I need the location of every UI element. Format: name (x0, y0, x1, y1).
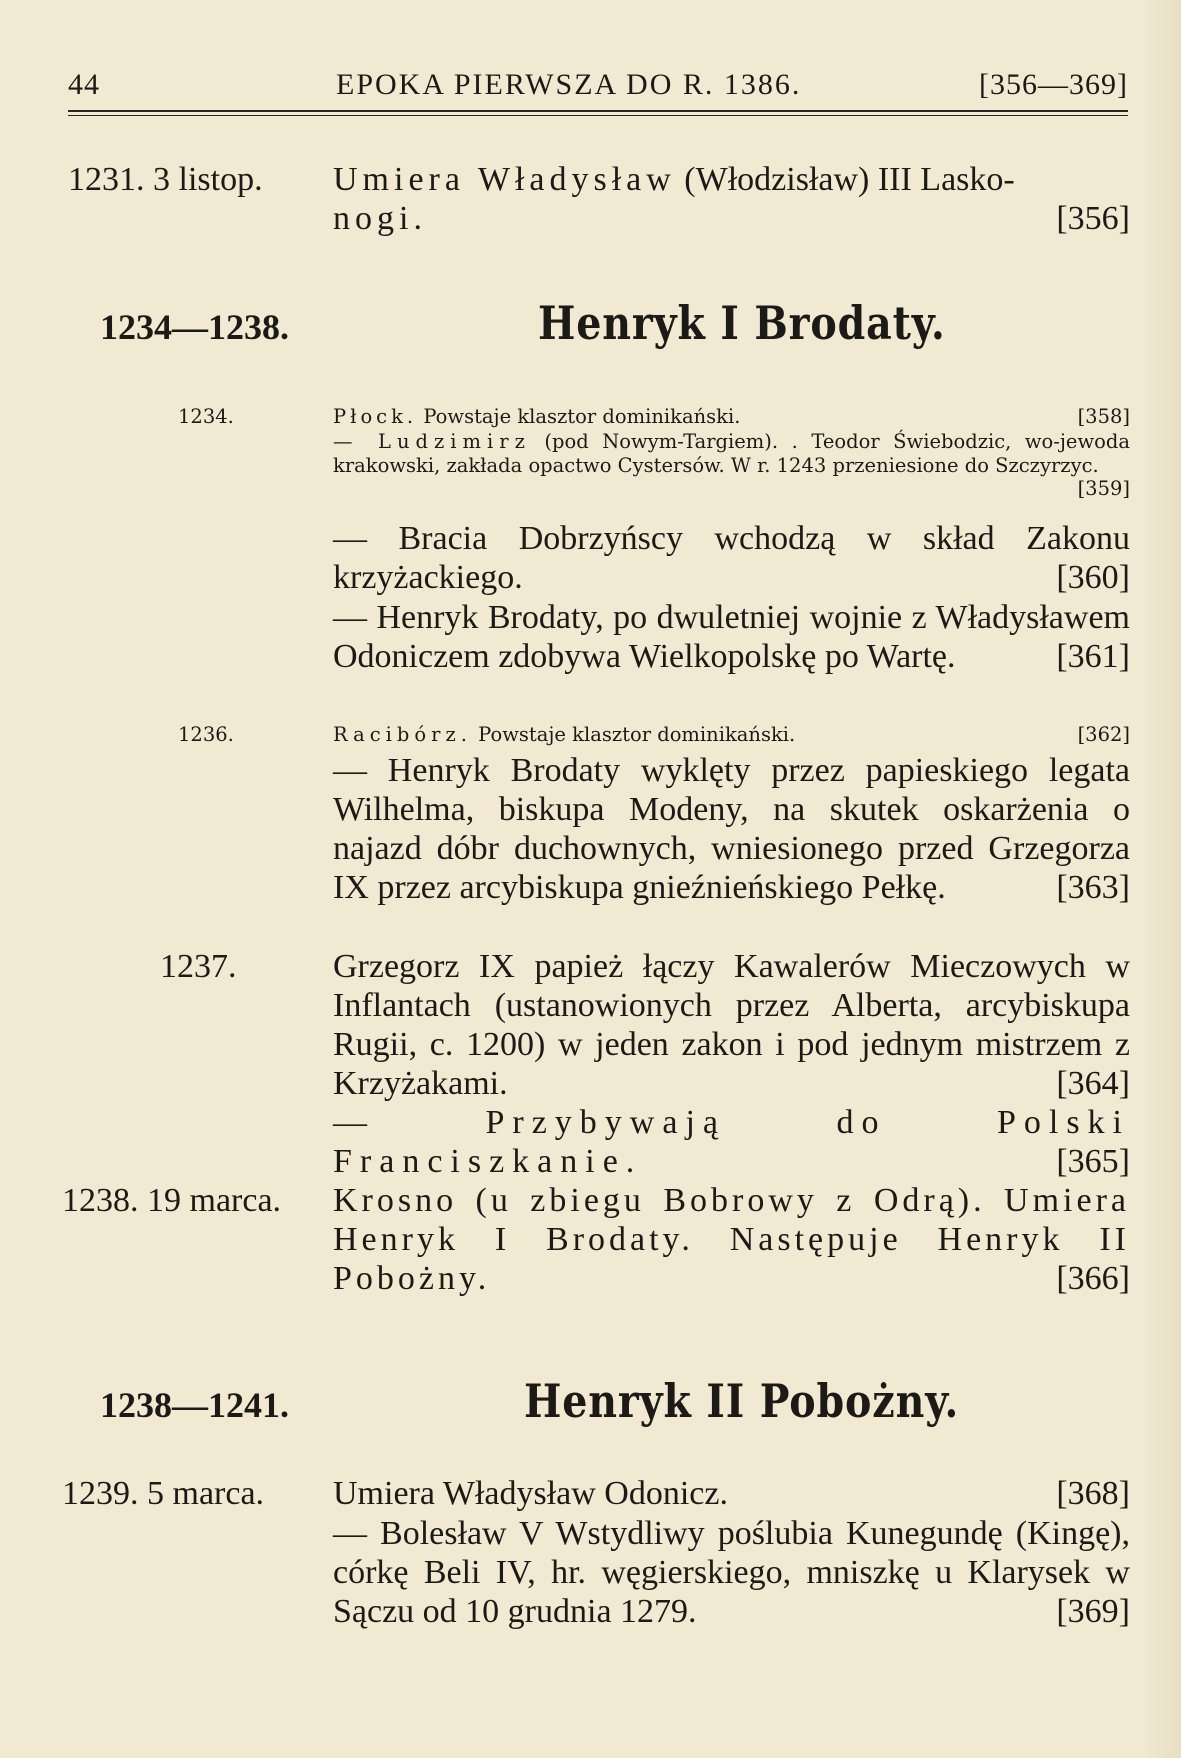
entry-lead: Umiera Władysław (333, 161, 676, 198)
entry-ref: [360] (1056, 559, 1130, 596)
entry-363 (333, 751, 1130, 907)
entry-lead: — Ludzimirz (333, 430, 531, 453)
entry-date: 1239. 5 marca. (62, 1475, 265, 1512)
entry-date: 1236. (178, 723, 234, 746)
reign-heading: Henryk I Brodaty. (538, 296, 946, 350)
entry-text: Umiera Władysław Odonicz. (333, 1475, 728, 1512)
entry-361 (333, 598, 1130, 676)
entry-ref: [361] (1056, 638, 1130, 675)
entry-date: 1234. (178, 405, 234, 428)
entry-text: (Włodzisław) III Lasko- (684, 161, 1015, 198)
entry-text-continued: nogi. (333, 200, 427, 237)
reign-years: 1238—1241. (100, 1385, 289, 1425)
header-rule-bottom (68, 115, 1128, 116)
entry-text: Powstaje klasztor dominikański. (478, 723, 796, 746)
entry-ref: [368] (1056, 1475, 1130, 1512)
entry-ref: [362] (1077, 723, 1130, 746)
reign-heading: Henryk II Pobożny. (524, 1374, 960, 1428)
entry-lead: Racibórz. (333, 723, 472, 746)
entry-date: 1238. 19 marca. (62, 1182, 282, 1219)
entry-text: — Bracia Dobrzyńscy wchodzą w skład Zakonu krzyżackiego. (333, 520, 1130, 596)
entry-text: Powstaje klasztor dominikański. (423, 405, 741, 428)
entry-ref: [366] (1056, 1260, 1130, 1297)
entry-ref: [359] (1077, 477, 1130, 500)
entry-368 (333, 1474, 1130, 1513)
reign-years: 1234—1238. (100, 307, 289, 347)
page-edge-shading (1141, 0, 1181, 1758)
entry-356 (333, 160, 1130, 238)
entry-360 (333, 519, 1130, 597)
entry-358 (333, 405, 1130, 429)
entry-text: Krosno (u zbiegu Bobrowy z Odrą). Umiera Henryk I Brodaty. Następuje Henryk II Pobożny. (333, 1182, 1130, 1297)
entry-text: — Bolesław V Wstydliwy poślubia Kunegundę (Kingę), córkę Beli IV, hr. węgierskiego, mniszkę u Klarysek w Sączu od 10 grudnia 1279. (333, 1515, 1130, 1630)
entry-364 (333, 947, 1130, 1103)
header-rule-top (68, 110, 1128, 112)
page-number: 44 (68, 68, 100, 101)
entry-369 (333, 1514, 1130, 1631)
entry-date: 1237. (160, 948, 237, 985)
entry-359 (333, 430, 1130, 501)
entry-ref: [356] (1056, 200, 1130, 237)
entry-text: — Henryk Brodaty wyklęty przez papieskiego legata Wilhelma, biskupa Modeny, na skutek oskarżenia o najazd dóbr duchownych, wniesionego przed Grzegorza IX przez arcybiskupa gnieźnieńskiego Pełkę. (333, 752, 1130, 906)
entry-ref: [358] (1077, 405, 1130, 428)
running-header (68, 58, 1128, 108)
entry-text: Grzegorz IX papież łączy Kawalerów Mieczowych w Inflantach (ustanowionych przez Alberta, arcybiskupa Rugii, c. 1200) w jeden zakon i pod jednym mistrzem z Krzyżakami. (333, 948, 1130, 1102)
entry-ref: [369] (1056, 1593, 1130, 1630)
entry-ref: [363] (1056, 869, 1130, 906)
entry-range: [356—369] (979, 68, 1128, 101)
running-title: EPOKA PIERWSZA DO R. 1386. (336, 68, 802, 101)
entry-ref: [365] (1056, 1143, 1130, 1180)
entry-lead: Płock. (333, 405, 418, 428)
entry-date: 1231. 3 listop. (68, 161, 263, 198)
entry-365 (333, 1103, 1130, 1181)
entry-ref: [364] (1056, 1065, 1130, 1102)
entry-362 (333, 723, 1130, 747)
entry-text: (pod Nowym-Targiem). . Teodor Świebodzic, wo-jewoda krakowski, zakłada opactwo Cystersów. W r. 1243 przeniesione do Szczyrzyc. (333, 430, 1130, 477)
entry-text: — Przybywają do Polski Franciszkanie. (333, 1104, 1130, 1180)
entry-text: — Henryk Brodaty, po dwuletniej wojnie z Władysławem Odoniczem zdobywa Wielkopolskę po Wartę. (333, 599, 1130, 675)
entry-366 (333, 1181, 1130, 1298)
